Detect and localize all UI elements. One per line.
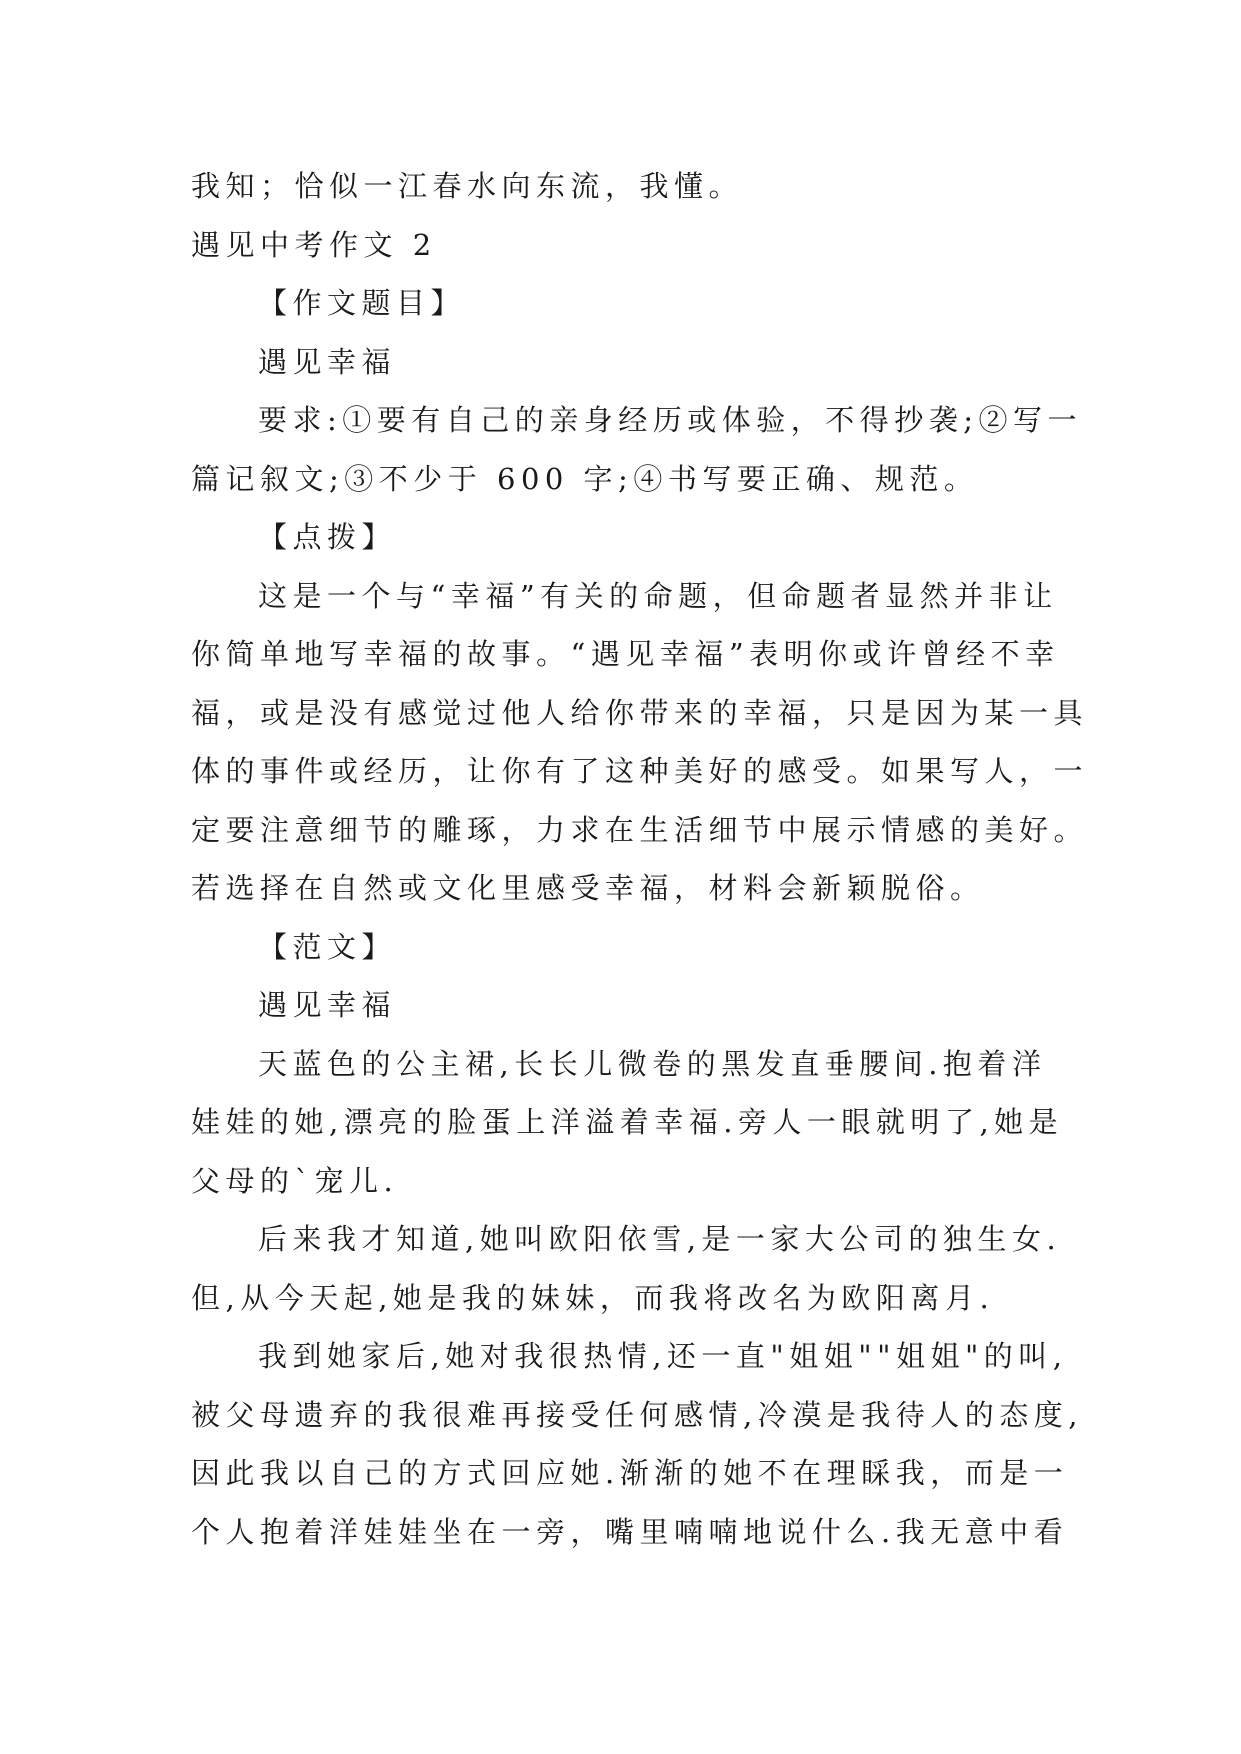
text-line: 娃娃的她,漂亮的脸蛋上洋溢着幸福.旁人一眼就明了,她是	[191, 1105, 1064, 1139]
text-line: 后来我才知道,她叫欧阳依雪,是一家大公司的独生女.	[258, 1222, 1062, 1256]
text-line: 因此我以自己的方式回应她.渐渐的她不在理睬我，而是一	[191, 1456, 1069, 1490]
text-line: 体的事件或经历，让你有了这种美好的感受。如果写人，一	[191, 754, 1089, 788]
section-heading-topic: 【作文题目】	[258, 286, 466, 320]
text-line: 福，或是没有感觉过他人给你带来的幸福，只是因为某一具	[191, 696, 1089, 730]
text-line: 被父母遗弃的我很难再接受任何感情,冷漠是我待人的态度,	[191, 1398, 1083, 1432]
text-line: 若选择在自然或文化里感受幸福，材料会新颖脱俗。	[191, 871, 985, 905]
topic-title: 遇见幸福	[258, 345, 397, 379]
text-line: 我知；恰似一江春水向东流，我懂。	[191, 169, 744, 203]
section-heading-sample: 【范文】	[258, 930, 397, 964]
text-line: 你简单地写幸福的故事。“遇见幸福”表明你或许曾经不幸	[191, 637, 1060, 671]
text-line: 篇记叙文;③不少于 600 字;④书写要正确、规范。	[191, 462, 979, 496]
text-line: 这是一个与“幸福”有关的命题，但命题者显然并非让	[258, 579, 1058, 613]
section-heading-guidance: 【点拨】	[258, 520, 397, 554]
text-line: 我到她家后,她对我很热情,还一直"姐姐""姐姐"的叫,	[258, 1339, 1068, 1373]
text-line: 但,从今天起,她是我的妹妹，而我将改名为欧阳离月.	[191, 1281, 995, 1315]
essay-heading: 遇见中考作文 2	[191, 228, 437, 262]
text-line: 父母的`宠儿.	[191, 1164, 399, 1198]
text-line: 个人抱着洋娃娃坐在一旁，嘴里喃喃地说什么.我无意中看	[191, 1515, 1069, 1549]
sample-title: 遇见幸福	[258, 988, 397, 1022]
text-line: 要求:①要有自己的亲身经历或体验，不得抄袭;②写一	[258, 403, 1083, 437]
text-line: 定要注意细节的雕琢，力求在生活细节中展示情感的美好。	[191, 813, 1089, 847]
text-line: 天蓝色的公主裙,长长儿微卷的黑发直垂腰间.抱着洋	[258, 1047, 1047, 1081]
